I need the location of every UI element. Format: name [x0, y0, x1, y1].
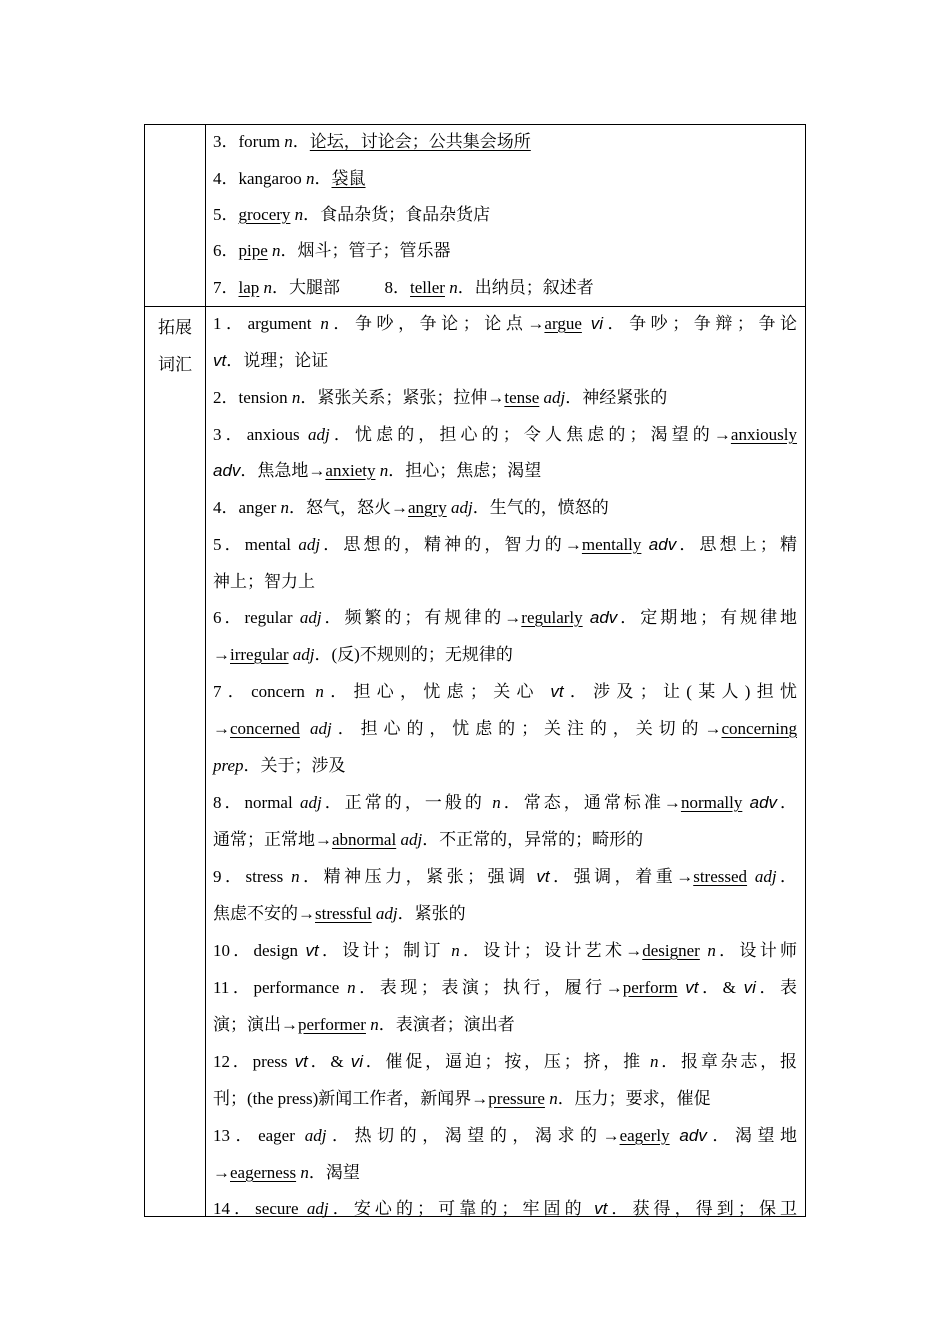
ext-line: 5．mental adj．思想的，精神的，智力的→mentally adv．思想上；精 [213, 535, 798, 554]
ext-line: 2．tension n．紧张关系；紧张；拉伸→tense adj．神经紧张的 [213, 388, 668, 407]
ext-line: 7．concern n．担心，忧虑；关心 vt．涉及；让(某人)担忧 [213, 682, 798, 701]
ext-line: vt．说理；论证 [213, 351, 329, 370]
core-item-lap-teller: 7．lap n．大腿部 8．teller n．出纳员；叙述者 [213, 278, 594, 297]
ext-line: 8．normal adj．正常的，一般的 n．常态，通常标准→normally adv． [213, 793, 798, 812]
ext-line: →irregular adj．(反)不规则的；无规律的 [213, 645, 513, 664]
core-item-forum: 3．forum n．论坛，讨论会；公共集会场所 [213, 132, 531, 151]
ext-line: →concerned adj．担心的，忧虑的；关注的，关切的→concerning [213, 719, 798, 738]
core-item-grocery: 5．grocery n．食品杂货；食品杂货店 [213, 205, 491, 224]
row-divider [145, 306, 805, 307]
core-item-kangaroo: 4．kangaroo n．袋鼠 [213, 169, 366, 188]
ext-line: 刊；(the press)新闻工作者，新闻界→pressure n．压力；要求，催促 [213, 1089, 711, 1108]
ext-line: 神上；智力上 [213, 572, 315, 591]
core-item-pipe: 6．pipe n．烟斗；管子；管乐器 [213, 241, 451, 260]
ext-line: 9．stress n．精神压力，紧张；强调 vt．强调，着重→stressed adj． [213, 867, 798, 886]
ext-line: 3．anxious adj．忧虑的，担心的；令人焦虑的；渴望的→anxiously [213, 425, 798, 444]
ext-line: 演；演出→performer n．表演者；演出者 [213, 1015, 515, 1034]
ext-line: prep．关于；涉及 [213, 756, 346, 775]
category-label-line-1: 拓展 [158, 318, 192, 337]
ext-line: →eagerness n．渴望 [213, 1163, 360, 1182]
category-label [145, 310, 205, 383]
ext-line: adv．焦急地→anxiety n．担心；焦虑；渴望 [213, 461, 542, 480]
ext-line: 1．argument n．争吵，争论；论点→argue vi．争吵；争辩；争论 [213, 314, 798, 333]
ext-line: 6．regular adj．频繁的；有规律的→regularly adv．定期地；有规律地 [213, 608, 798, 627]
ext-line: 焦虑不安的→stressful adj．紧张的 [213, 904, 466, 923]
ext-line: 通常；正常地→abnormal adj．不正常的，异常的；畸形的 [213, 830, 644, 849]
category-label-line-2: 词汇 [158, 354, 192, 374]
ext-line: 10．design vt．设计；制订 n．设计；设计艺术→designer n．设计师 [213, 941, 797, 960]
column-divider [205, 125, 206, 1216]
ext-line: 11．performance n．表现；表演；执行，履行→perform vt．& vi．表 [213, 978, 798, 997]
ext-line: 4．anger n．怒气，怒火→angry adj．生气的，愤怒的 [213, 498, 609, 517]
ext-line: 12．press vt．& vi．催促，逼迫；按，压；挤，推 n．报章杂志，报 [213, 1052, 798, 1071]
ext-line: 13．eager adj．热切的，渴望的，渴求的→eagerly adv．渴望地 [213, 1126, 798, 1145]
ext-line: 14．secure adj．安心的；可靠的；牢固的 vt．获得，得到；保卫 [213, 1199, 798, 1218]
